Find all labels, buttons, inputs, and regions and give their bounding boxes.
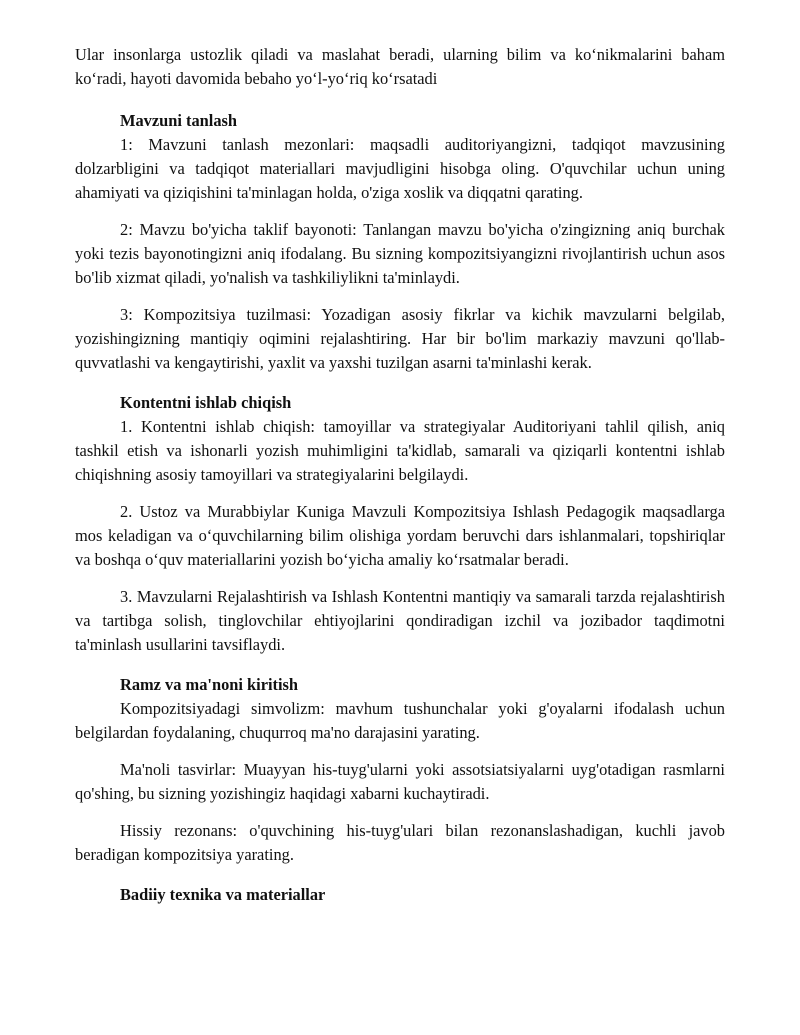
paragraph: 1. Kontentni ishlab chiqish: tamoyillar va strategiyalar Auditoriyani tahlil qilish, aniq tashkil etish va ishonarli yozish muhimligini ta'kidlab, samarali va qiziqarli kontentni ishlab chiqishning asosiy tamoyillari va strategiyalarini belgilaydi. — [75, 417, 725, 484]
section-heading-ramz-va-manoni-kiritish: Ramz va ma'noni kiritish — [120, 675, 299, 694]
intro-paragraph: Ular insonlarga ustozlik qiladi va maslahat beradi, ularning bilim va ko‘nikmalarini baham ko‘radi, hayoti davomida bebaho yo‘l-yo‘riq ko‘rsatadi — [75, 45, 725, 88]
paragraph: 3: Kompozitsiya tuzilmasi: Yozadigan asosiy fikrlar va kichik mavzularni belgilab, yozishingizning mantiqiy oqimini rejalashtiring. Har bir bo'lim markaziy mavzuni qo'llab-quvvatlashi va kengaytirishi, yaxlit va yaxshi tuzilgan asarni ta'minlashi kerak. — [75, 305, 725, 372]
paragraph: 1: Mavzuni tanlash mezonlari: maqsadli auditoriyangizni, tadqiqot mavzusining dolzarbligini va tadqiqot materiallari mavjudligini hisobga oling. O'quvchilar uchun uning ahamiyati va qiziqishini ta'minlagan holda, o'ziga xoslik va diqqatni qarating. — [75, 135, 725, 202]
paragraph: 3. Mavzularni Rejalashtirish va Ishlash Kontentni mantiqiy va samarali tarzda rejalashtirish va tartibga solish, tinglovchilar ehtiyojlarini qondiradigan izchil va jozibador taqdimotni ta'minlash usullarini tavsiflaydi. — [75, 587, 725, 654]
paragraph: Ma'noli tasvirlar: Muayyan his-tuyg'ularni yoki assotsiatsiyalarni uyg'otadigan rasmlarni qo'shing, bu sizning yozishingiz haqidagi xabarni kuchaytiradi. — [75, 760, 725, 803]
paragraph: 2: Mavzu bo'yicha taklif bayonoti: Tanlangan mavzu bo'yicha o'zingizning aniq burchak yoki tezis bayonotingizni aniq ifodalang. Bu sizning kompozitsiyangizni rivojlantirish uchun asos bo'lib xizmat qiladi, yo'nalish va tashkiliylikni ta'minlaydi. — [75, 220, 725, 287]
paragraph: Hissiy rezonans: o'quvchining his-tuyg'ulari bilan rezonanslashadigan, kuchli javob beradigan kompozitsiya yarating. — [75, 821, 725, 864]
section-heading-mavzuni-tanlash: Mavzuni tanlash — [120, 111, 238, 130]
paragraph: 2. Ustoz va Murabbiylar Kuniga Mavzuli Kompozitsiya Ishlash Pedagogik maqsadlarga mos keladigan va o‘quvchilarning bilim olishiga yordam beruvchi dars ishlanmalari, topshiriqlar va boshqa o‘quv materiallarini yozish bo‘yicha amaliy ko‘rsatmalar beradi. — [75, 502, 725, 569]
paragraph: Kompozitsiyadagi simvolizm: mavhum tushunchalar yoki g'oyalarni ifodalash uchun belgilardan foydalaning, chuqurroq ma'no darajasini yarating. — [75, 699, 725, 742]
section-heading-badiiy-texnika: Badiiy texnika va materiallar — [120, 885, 326, 904]
section-heading-kontentni-ishlab-chiqish: Kontentni ishlab chiqish — [120, 393, 292, 412]
